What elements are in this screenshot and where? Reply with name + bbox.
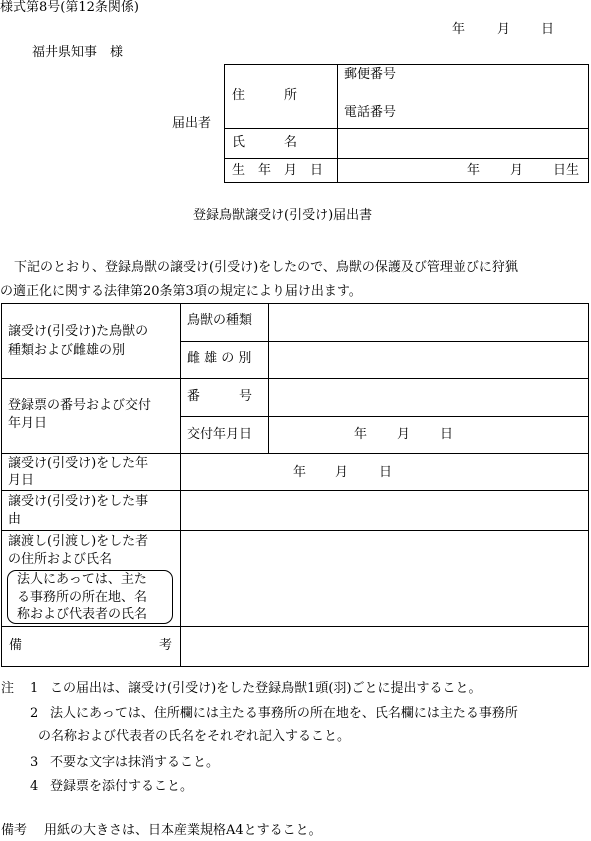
registration-group-label-1: 登録票の番号および交付 <box>8 398 152 413</box>
sex-label: 雌 雄 の 別 <box>187 351 252 366</box>
birthdate-field[interactable] <box>338 159 458 182</box>
transfer-month-label: 月 <box>335 465 349 480</box>
issue-day-label: 日 <box>440 427 454 442</box>
species-group-label-1: 譲受け(引受け)た鳥獣の <box>8 324 149 339</box>
phone-label: 電話番号 <box>344 105 397 120</box>
note-2-text-1: 法人にあっては、住所欄には主たる事務所の所在地を、氏名欄には主たる事務所 <box>50 706 518 721</box>
remarks-label-1: 備 <box>9 638 23 653</box>
species-label: 鳥獣の種類 <box>187 313 253 328</box>
birth-day-label: 日生 <box>553 163 580 178</box>
date-year-label: 年 <box>452 22 466 37</box>
transferor-field[interactable] <box>181 531 588 625</box>
note-4-text: 登録票を添付すること。 <box>50 779 194 794</box>
transfer-day-label: 日 <box>379 465 393 480</box>
reason-field[interactable] <box>181 491 588 529</box>
transfer-year-label: 年 <box>293 465 307 480</box>
species-group-label-2: 種類および雌雄の別 <box>8 343 126 358</box>
remarks-field[interactable] <box>181 627 588 666</box>
note-3-text: 不要な文字は抹消すること。 <box>50 755 220 770</box>
registration-group-label-2: 年月日 <box>8 416 48 431</box>
date-month-label: 月 <box>497 22 511 37</box>
notes-head: 注 <box>1 681 15 696</box>
note-1-number: 1 <box>30 681 39 696</box>
registration-number-field[interactable] <box>269 379 588 415</box>
transfer-date-field[interactable] <box>181 454 588 489</box>
name-label: 氏 名 <box>232 135 298 150</box>
footer-label: 備考 <box>1 823 28 838</box>
corporate-note-3: 称および代表者の氏名 <box>17 607 148 622</box>
note-4-number: 4 <box>30 779 39 794</box>
issue-year-label: 年 <box>354 427 368 442</box>
name-field[interactable] <box>338 129 588 157</box>
footer-text: 用紙の大きさは、日本産業規格A4とすること。 <box>44 823 322 838</box>
remarks-label-2: 考 <box>159 638 173 653</box>
address-field[interactable] <box>338 65 588 127</box>
corporate-note-2: る事務所の所在地、名 <box>17 590 148 605</box>
address-label: 住 所 <box>232 88 298 103</box>
note-2-text-2: の名称および代表者の氏名をそれぞれ記入すること。 <box>38 729 351 744</box>
transfer-date-label-2: 月日 <box>8 473 35 488</box>
issue-month-label: 月 <box>397 427 411 442</box>
issue-date-field[interactable] <box>269 417 588 452</box>
corporate-note-1: 法人にあっては、主た <box>17 572 147 587</box>
reason-label-1: 譲受け(引受け)をした事 <box>8 494 149 509</box>
addressee: 福井県知事 様 <box>32 45 124 60</box>
species-field[interactable] <box>269 304 588 340</box>
birthdate-label: 生 年 月 日 <box>232 163 324 178</box>
sex-field[interactable] <box>269 342 588 377</box>
birth-year-label: 年 <box>467 163 481 178</box>
postal-code-label: 郵便番号 <box>344 67 397 82</box>
note-3-number: 3 <box>30 755 39 770</box>
note-2-number: 2 <box>30 706 39 721</box>
form-title: 登録鳥獣譲受け(引受け)届出書 <box>193 208 373 223</box>
transfer-date-label-1: 譲受け(引受け)をした年 <box>8 456 149 471</box>
birth-month-label: 月 <box>510 163 524 178</box>
note-1-text: この届出は、譲受け(引受け)をした登録鳥獣1頭(羽)ごとに提出すること。 <box>50 681 482 696</box>
transferor-label-1: 譲渡し(引渡し)をした者 <box>8 534 149 549</box>
date-day-label: 日 <box>541 22 555 37</box>
transferor-label-2: の住所および氏名 <box>8 552 113 567</box>
registration-number-label: 番 号 <box>187 389 253 404</box>
form-number: 様式第8号(第12条関係) <box>0 0 139 15</box>
issue-date-label: 交付年月日 <box>187 427 253 442</box>
intro-line-1: 下記のとおり、登録鳥獣の譲受け(引受け)をしたので、鳥獣の保護及び管理並びに狩猟 <box>14 260 518 275</box>
reason-label-2: 由 <box>8 512 22 527</box>
applicant-label: 届出者 <box>172 116 212 131</box>
intro-line-2: の適正化に関する法律第20条第3項の規定により届け出ます。 <box>0 284 362 299</box>
